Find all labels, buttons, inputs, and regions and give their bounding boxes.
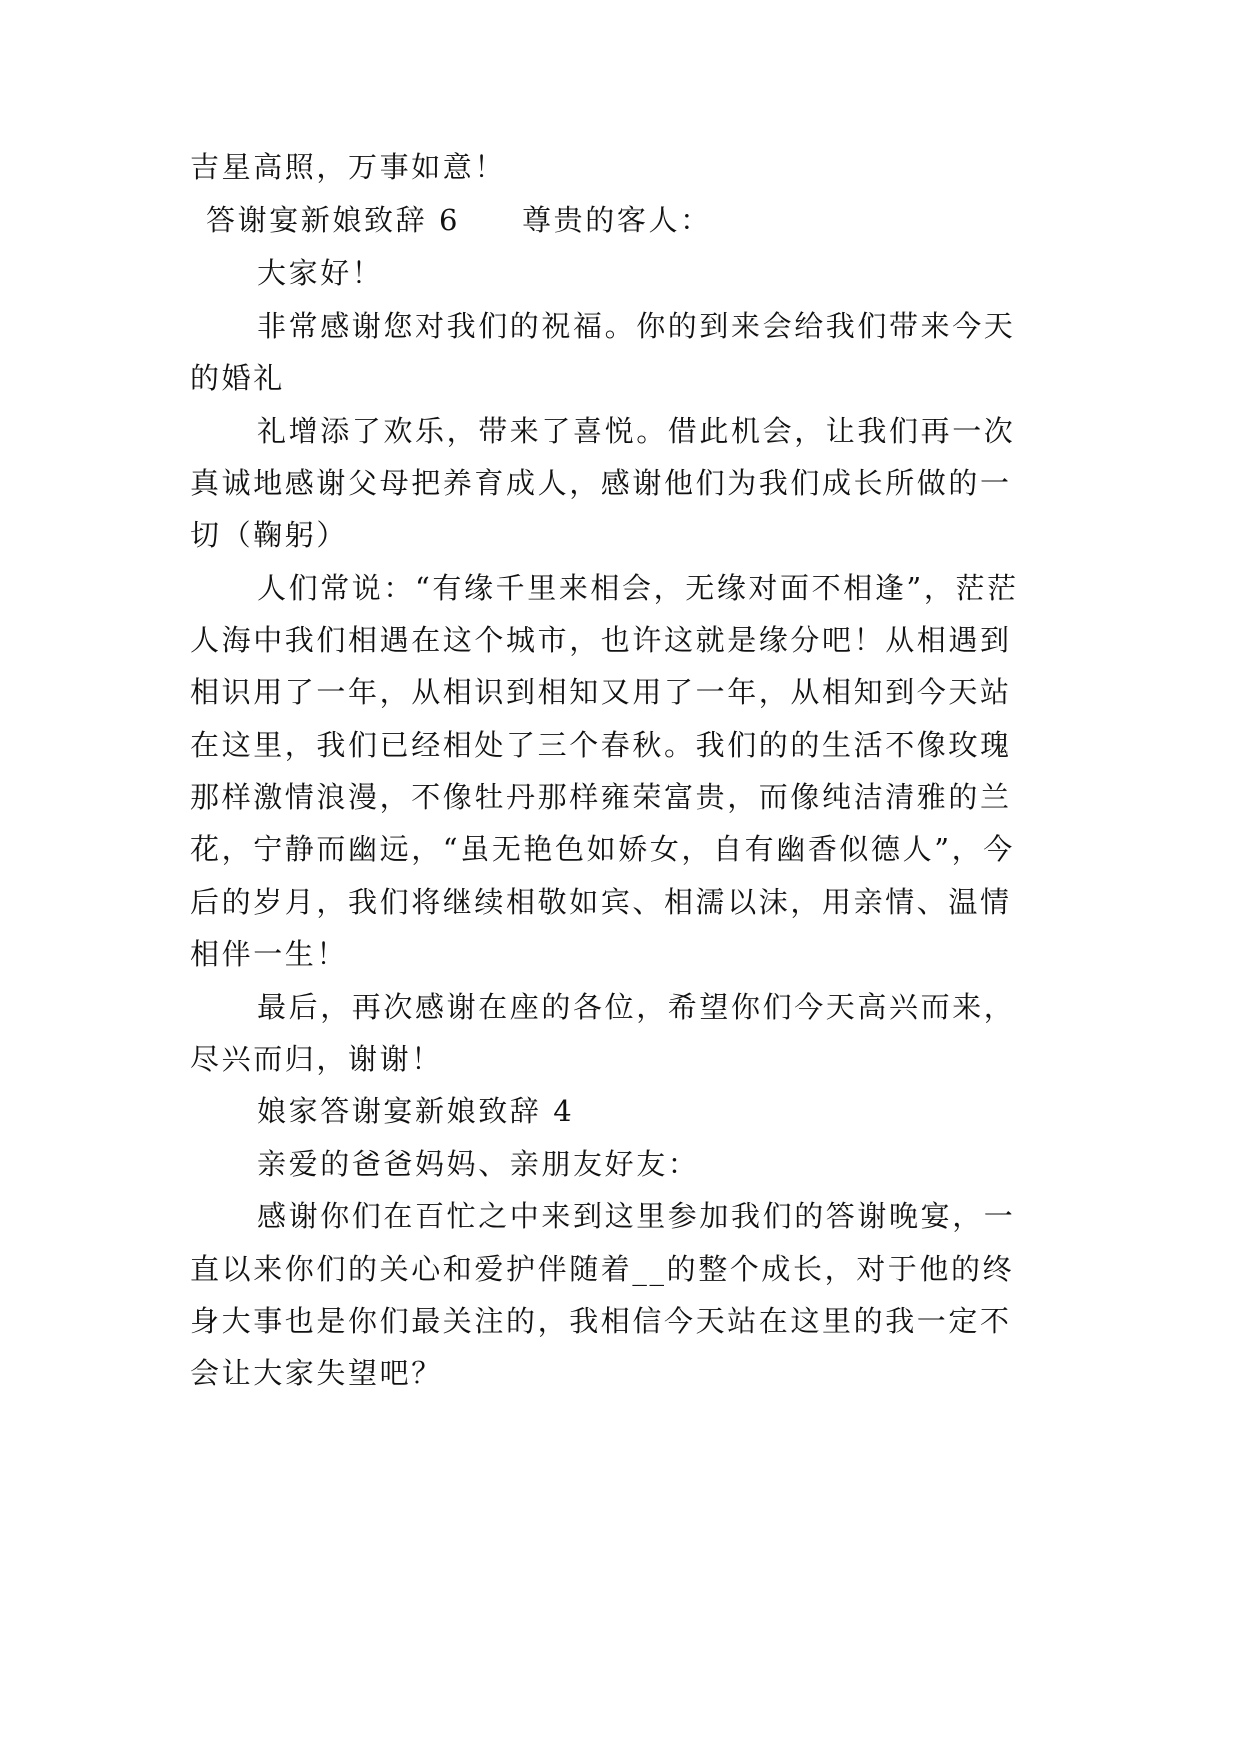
salutation: 尊贵的客人： [522, 203, 712, 237]
salutation: 亲爱的爸爸妈妈、亲朋友好友： [257, 1147, 700, 1181]
section-heading [206, 200, 712, 240]
paragraph-line: 会让大家失望吧？ [190, 1356, 443, 1390]
text-line: 吉星高照，万事如意！ [190, 150, 507, 184]
paragraph-line: 在这里，我们已经相处了三个春秋。我们的的生活不像玫瑰 [190, 728, 1012, 762]
paragraph-line: 感谢你们在百忙之中来到这里参加我们的答谢晚宴，一 [257, 1199, 1016, 1233]
paragraph-line: 直以来你们的关心和爱护伴随着__的整个成长，对于他的终 [190, 1252, 1015, 1286]
paragraph-line: 切（鞠躬） [190, 518, 349, 552]
paragraph-line: 相伴一生！ [190, 937, 349, 971]
greeting: 大家好！ [257, 256, 384, 290]
paragraph-line: 真诚地感谢父母把养育成人，感谢他们为我们成长所做的一 [190, 466, 1012, 500]
paragraph-line: 花，宁静而幽远，“虽无艳色如娇女，自有幽香似德人”，今 [190, 832, 1015, 866]
paragraph-line: 那样激情浪漫，不像牡丹那样雍荣富贵，而像纯洁清雅的兰 [190, 780, 1012, 814]
paragraph-line: 尽兴而归，谢谢！ [190, 1042, 443, 1076]
section-heading: 娘家答谢宴新娘致辞 4 [257, 1094, 575, 1128]
paragraph-line: 非常感谢您对我们的祝福。你的到来会给我们带来今天 [257, 309, 1016, 343]
paragraph-line: 最后，再次感谢在座的各位，希望你们今天高兴而来， [257, 990, 1016, 1024]
paragraph-line: 的婚礼 [190, 361, 285, 395]
paragraph-line: 后的岁月，我们将继续相敬如宾、相濡以沫，用亲情、温情 [190, 885, 1012, 919]
paragraph-line: 身大事也是你们最关注的，我相信今天站在这里的我一定不 [190, 1304, 1012, 1338]
paragraph-line: 相识用了一年，从相识到相知又用了一年，从相知到今天站 [190, 675, 1012, 709]
paragraph-line: 人海中我们相遇在这个城市，也许这就是缘分吧！从相遇到 [190, 623, 1012, 657]
heading-title: 答谢宴新娘致辞 6 [206, 203, 461, 237]
paragraph-line: 礼增添了欢乐，带来了喜悦。借此机会，让我们再一次 [257, 414, 1016, 448]
paragraph-line: 人们常说：“有缘千里来相会，无缘对面不相逢”，茫茫 [257, 571, 1019, 605]
